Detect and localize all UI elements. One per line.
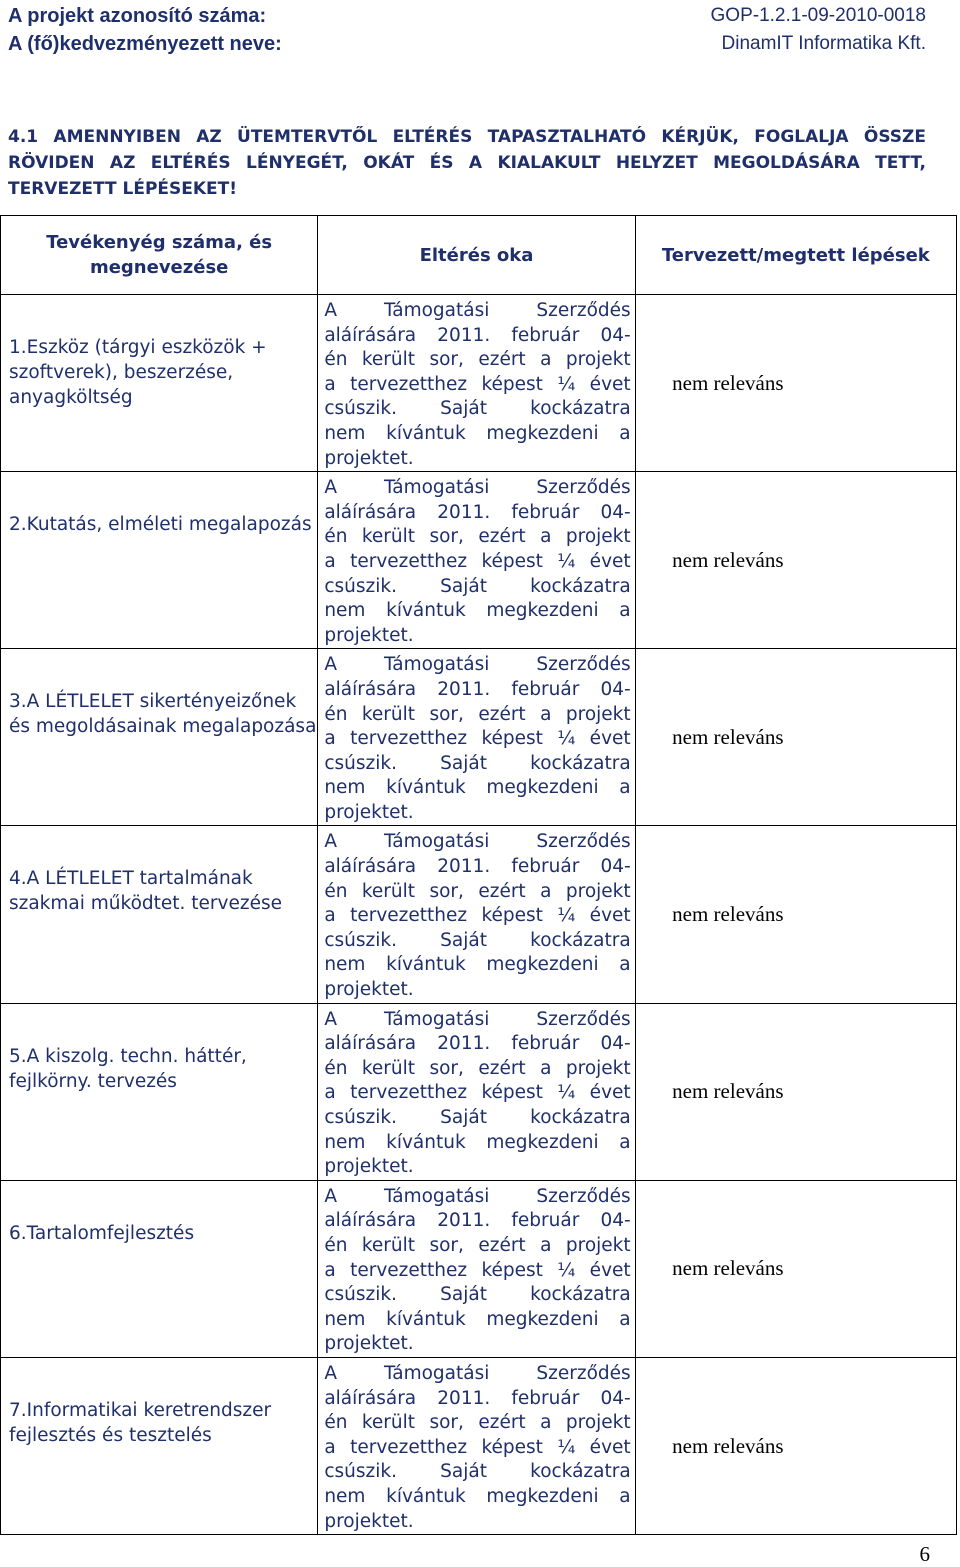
cause-line: én került sor, ezért a projekt (324, 1412, 631, 1434)
cause-line: A Támogatási Szerződés (324, 654, 631, 676)
cause-line: nem kívántuk megkezdeni a (324, 777, 631, 799)
cause-line: a tervezetthez képest ¼ évet (324, 728, 631, 750)
cause-line: csúszik. Saját kockázatra (324, 398, 631, 420)
step-label: nem releváns (672, 1433, 784, 1458)
cause-line: csúszik. Saját kockázatra (324, 752, 631, 774)
cause-cell (318, 1003, 635, 1180)
section-heading (8, 124, 926, 202)
cause-line: A Támogatási Szerződés (324, 300, 631, 321)
cause-line: A Támogatási Szerződés (324, 1362, 631, 1384)
cause-line: A Támogatási Szerződés (324, 1185, 631, 1207)
cause-line: projektet. (324, 1510, 414, 1532)
cause-line: projektet. (324, 801, 414, 823)
activity-cell (1, 472, 318, 649)
cause-line: A Támogatási Szerződés (324, 477, 631, 499)
cause-line: a tervezetthez képest ¼ évet (324, 1436, 631, 1458)
page-number: 6 (919, 1542, 930, 1566)
activity-label: 5.A kiszolg. techn. háttér, fejlkörny. tervezés (9, 1045, 247, 1092)
table-header-row (1, 216, 957, 295)
step-cell (635, 1180, 956, 1357)
cause-line: aláírására 2011. február 04- (324, 1387, 631, 1409)
cause-line: csúszik. Saját kockázatra (324, 929, 631, 951)
activity-label: 4.A LÉTLELET tartalmának szakmai működtet. tervezése (9, 868, 282, 915)
cause-line: aláírására 2011. február 04- (324, 856, 631, 878)
activity-cell (1, 649, 318, 826)
beneficiary-value: DinamIT Informatika Kft. (721, 33, 926, 54)
cause-line: én került sor, ezért a projekt (324, 1234, 631, 1256)
cause-line: projektet. (324, 1156, 414, 1178)
cause-line: A Támogatási Szerződés (324, 1008, 631, 1030)
cause-line: csúszik. Saját kockázatra (324, 575, 631, 597)
cause-line: a tervezetthez képest ¼ évet (324, 905, 631, 927)
step-label: nem releváns (672, 902, 784, 927)
activity-cell (1, 295, 318, 472)
cause-line: csúszik. Saját kockázatra (324, 1461, 631, 1483)
cause-line: én került sor, ezért a projekt (324, 526, 631, 548)
cause-line: aláírására 2011. február 04- (324, 501, 631, 523)
cause-cell (318, 649, 635, 826)
cause-line: csúszik. Saját kockázatra (324, 1107, 631, 1128)
activity-label: 2.Kutatás, elméleti megalapozás (9, 514, 312, 536)
cause-cell (318, 1357, 635, 1534)
cause-line: nem kívántuk megkezdeni a (324, 422, 631, 444)
cause-line: a tervezetthez képest ¼ évet (324, 1082, 631, 1104)
cause-line: én került sor, ezért a projekt (324, 703, 631, 725)
activity-label: 3.A LÉTLELET sikertényeizőnek és megoldásainak megalapozása (9, 691, 317, 738)
cause-cell (318, 472, 635, 649)
step-cell (635, 826, 956, 1003)
header-activity: Tevékenyég száma, és megnevezése (1, 216, 318, 295)
cause-cell (318, 826, 635, 1003)
cause-line: projektet. (324, 1333, 414, 1355)
activity-label: 6.Tartalomfejlesztés (9, 1222, 195, 1244)
step-cell (635, 1003, 956, 1180)
cause-line: a tervezetthez képest ¼ évet (324, 550, 631, 572)
cause-line: nem kívántuk megkezdeni a (324, 1308, 631, 1330)
activity-label: 1.Eszköz (tárgyi eszközök + szoftverek), beszerzése, anyagköltség (9, 337, 267, 408)
table-row (1, 1180, 957, 1357)
step-cell (635, 295, 956, 472)
cause-line: én került sor, ezért a projekt (324, 349, 631, 371)
cause-line: projektet. (324, 447, 414, 469)
header-beneficiary-row (8, 32, 926, 56)
activity-cell (1, 1357, 318, 1534)
cause-line: nem kívántuk megkezdeni a (324, 1131, 631, 1153)
cause-line: projektet. (324, 979, 414, 1001)
header-steps: Tervezett/megtett lépések (635, 216, 956, 295)
cause-line: projektet. (324, 624, 414, 646)
table-row (1, 1357, 957, 1534)
activity-label: 7.Informatikai keretrendszer fejlesztés és tesztelés (9, 1399, 272, 1446)
header-cause: Eltérés oka (318, 216, 635, 295)
step-cell (635, 472, 956, 649)
cause-line: nem kívántuk megkezdeni a (324, 954, 631, 976)
step-label: nem releváns (672, 370, 784, 395)
table-row (1, 826, 957, 1003)
cause-line: csúszik. Saját kockázatra (324, 1284, 631, 1306)
section-number: 4.1 (8, 127, 39, 147)
cause-line: nem kívántuk megkezdeni a (324, 1485, 631, 1507)
cause-cell (318, 1180, 635, 1357)
beneficiary-label: A (fő)kedvezményezett neve: (8, 33, 282, 55)
cause-line: A Támogatási Szerződés (324, 831, 631, 853)
step-cell (635, 1357, 956, 1534)
step-label: nem releváns (672, 724, 784, 749)
cause-line: a tervezetthez képest ¼ évet (324, 1259, 631, 1281)
cause-line: én került sor, ezért a projekt (324, 1057, 631, 1079)
activity-cell (1, 1003, 318, 1180)
cause-line: én került sor, ezért a projekt (324, 880, 631, 902)
cause-line: a tervezetthez képest ¼ évet (324, 373, 631, 395)
cause-line: aláírására 2011. február 04- (324, 1033, 631, 1055)
section-text: AMENNYIBEN AZ ÜTEMTERVTŐL ELTÉRÉS TAPASZTALHATÓ KÉRJÜK, FOGLALJA ÖSSZE RÖVIDEN AZ ELTÉRÉS LÉNYEGÉT, OKÁT ÉS A KIALAKULT HELYZET MEGOLDÁSÁRA TETT, TERVEZETT LÉPÉSEKET! (8, 127, 926, 199)
table-row (1, 472, 957, 649)
activity-cell (1, 1180, 318, 1357)
step-cell (635, 649, 956, 826)
deviation-table (0, 215, 957, 1535)
cause-cell (318, 295, 635, 472)
step-label: nem releváns (672, 1256, 784, 1281)
step-label: nem releváns (672, 1079, 784, 1104)
header-project-id-row (8, 4, 926, 28)
cause-line: aláírására 2011. február 04- (324, 678, 631, 700)
project-id-value: GOP-1.2.1-09-2010-0018 (710, 5, 926, 26)
activity-cell (1, 826, 318, 1003)
table-row (1, 649, 957, 826)
cause-line: nem kívántuk megkezdeni a (324, 600, 631, 622)
table-row (1, 1003, 957, 1180)
cause-line: aláírására 2011. február 04- (324, 1210, 631, 1232)
cause-line: aláírására 2011. február 04- (324, 324, 631, 346)
table-row (1, 295, 957, 472)
step-label: nem releváns (672, 547, 784, 572)
project-id-label: A projekt azonosító száma: (8, 5, 267, 27)
